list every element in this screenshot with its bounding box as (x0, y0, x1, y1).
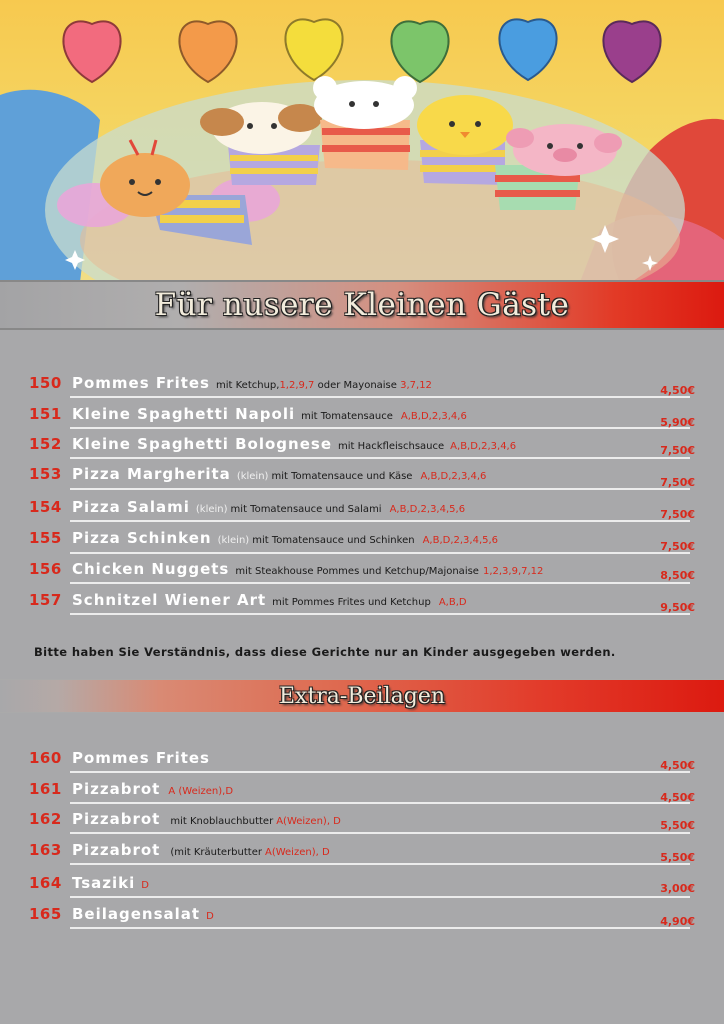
item-description: mit Pommes Frites und Ketchup (272, 597, 431, 608)
item-name: Pizzabrot mit Knoblauchbutter A(Weizen), D (72, 810, 341, 828)
divider (70, 552, 690, 554)
list-item (0, 841, 724, 871)
item-description: mit Knoblauchbutter (170, 816, 274, 827)
notice-text: Bitte haben Sie Verständnis, dass diese Gerichte nur an Kinder ausgegeben werden. (34, 645, 616, 659)
item-allergens: A,B,D,2,3,4,6 (450, 441, 517, 452)
list-item (0, 749, 724, 779)
divider (70, 927, 690, 929)
kids-menu-title: Für nusere Kleinen Gäste (154, 287, 570, 323)
item-price: 4,50€ (660, 759, 695, 772)
item-name: Pizza Schinken (klein) mit Tomatensauce und Schinken A,B,D,2,3,4,5,6 (72, 529, 499, 547)
item-price: 7,50€ (660, 476, 695, 489)
item-price: 3,00€ (660, 882, 695, 895)
kids-illustration (0, 0, 724, 282)
item-number: 157 (29, 591, 62, 609)
item-price: 9,50€ (660, 601, 695, 614)
divider (70, 488, 690, 490)
item-number: 156 (29, 560, 62, 578)
item-number: 163 (29, 841, 62, 859)
list-item (0, 905, 724, 935)
kids-menu-banner (0, 280, 724, 330)
item-name: Pommes Frites (72, 749, 210, 767)
item-number: 160 (29, 749, 62, 767)
item-price: 5,50€ (660, 819, 695, 832)
item-name: Chicken Nuggets mit Steakhouse Pommes und Ketchup/Majonaise 1,2,3,9,7,12 (72, 560, 544, 578)
list-item (0, 560, 724, 590)
item-description: mit Tomatensauce und Schinken (252, 535, 415, 546)
item-price: 8,50€ (660, 569, 695, 582)
item-price: 7,50€ (660, 444, 695, 457)
item-description: mit Tomatensauce und Käse (271, 471, 413, 482)
item-size: (klein) (236, 471, 269, 482)
item-allergens: 1,2,3,9,7,12 (482, 566, 544, 577)
item-name: Pizzabrot (mit Kräuterbutter A(Weizen), D (72, 841, 330, 859)
item-price: 7,50€ (660, 508, 695, 521)
hero-illustration (0, 0, 724, 282)
heart-icon (285, 19, 342, 80)
item-price: 4,90€ (660, 915, 695, 928)
item-price: 5,90€ (660, 416, 695, 429)
item-allergens: A,B,D,2,3,4,5,6 (422, 535, 499, 546)
divider (70, 832, 690, 834)
item-name: Pommes Frites mit Ketchup,1,2,9,7 oder Mayonaise 3,7,12 (72, 374, 432, 392)
list-item (0, 435, 724, 465)
list-item (0, 780, 724, 810)
item-name: Kleine Spaghetti Bolognese mit Hackfleischsauce A,B,D,2,3,4,6 (72, 435, 517, 453)
item-price: 5,50€ (660, 851, 695, 864)
item-description: oder Mayonaise (314, 380, 401, 391)
list-item (0, 591, 724, 621)
item-number: 153 (29, 465, 62, 483)
item-size: (klein) (217, 535, 250, 546)
divider (70, 396, 690, 398)
heart-icon (603, 21, 660, 82)
item-allergens: A,B,D,2,3,4,6 (420, 471, 487, 482)
heart-icon (63, 21, 120, 82)
item-allergens: A,B,D,2,3,4,5,6 (389, 504, 466, 515)
item-name: Schnitzel Wiener Art mit Pommes Frites und Ketchup A,B,D (72, 591, 467, 609)
item-size: (klein) (195, 504, 228, 515)
item-allergens: 1,2,9,7 (279, 380, 315, 391)
item-name: Kleine Spaghetti Napoli mit Tomatensauce A,B,D,2,3,4,6 (72, 405, 467, 423)
heart-icon (179, 21, 236, 82)
list-item (0, 810, 724, 840)
item-number: 162 (29, 810, 62, 828)
item-price: 4,50€ (660, 791, 695, 804)
divider (70, 771, 690, 773)
item-allergens: 3,7,12 (400, 380, 432, 391)
list-item (0, 498, 724, 528)
item-number: 150 (29, 374, 62, 392)
item-allergens: D (141, 880, 149, 891)
list-item (0, 374, 724, 404)
divider (70, 863, 690, 865)
item-name: Tsaziki D (72, 874, 149, 892)
item-allergens: A(Weizen), D (264, 847, 330, 858)
item-allergens: A,B,D,2,3,4,6 (400, 411, 467, 422)
list-item (0, 405, 724, 435)
extras-banner (0, 679, 724, 713)
item-number: 154 (29, 498, 62, 516)
divider (70, 427, 690, 429)
item-price: 7,50€ (660, 540, 695, 553)
heart-icon (391, 21, 448, 82)
item-price: 4,50€ (660, 384, 695, 397)
divider (70, 613, 690, 615)
item-description: mit Tomatensauce und Salami (230, 504, 382, 515)
item-name: Pizza Margherita (klein) mit Tomatensauce und Käse A,B,D,2,3,4,6 (72, 465, 487, 483)
item-number: 151 (29, 405, 62, 423)
item-allergens: D (206, 911, 214, 922)
extras-title: Extra-Beilagen (278, 683, 446, 709)
hearts-row (63, 19, 660, 82)
item-description: mit Tomatensauce (301, 411, 393, 422)
item-name: Pizzabrot A (Weizen),D (72, 780, 234, 798)
item-allergens: A,B,D (438, 597, 467, 608)
divider (70, 582, 690, 584)
item-number: 155 (29, 529, 62, 547)
divider (70, 896, 690, 898)
item-number: 165 (29, 905, 62, 923)
item-number: 152 (29, 435, 62, 453)
list-item (0, 529, 724, 559)
item-allergens: A (Weizen),D (168, 786, 234, 797)
heart-icon (499, 19, 556, 80)
list-item (0, 465, 724, 495)
item-description: (mit Kräuterbutter (170, 847, 262, 858)
item-number: 161 (29, 780, 62, 798)
bear-icon (313, 76, 417, 170)
item-description: mit Steakhouse Pommes und Ketchup/Majonaise (235, 566, 479, 577)
item-description: mit Ketchup, (215, 380, 280, 391)
list-item (0, 874, 724, 904)
divider (70, 802, 690, 804)
item-name: Pizza Salami (klein) mit Tomatensauce und Salami A,B,D,2,3,4,5,6 (72, 498, 466, 516)
divider (70, 520, 690, 522)
item-number: 164 (29, 874, 62, 892)
item-description: mit Hackfleischsauce (338, 441, 445, 452)
divider (70, 457, 690, 459)
item-allergens: A(Weizen), D (276, 816, 341, 827)
item-name: Beilagensalat D (72, 905, 214, 923)
